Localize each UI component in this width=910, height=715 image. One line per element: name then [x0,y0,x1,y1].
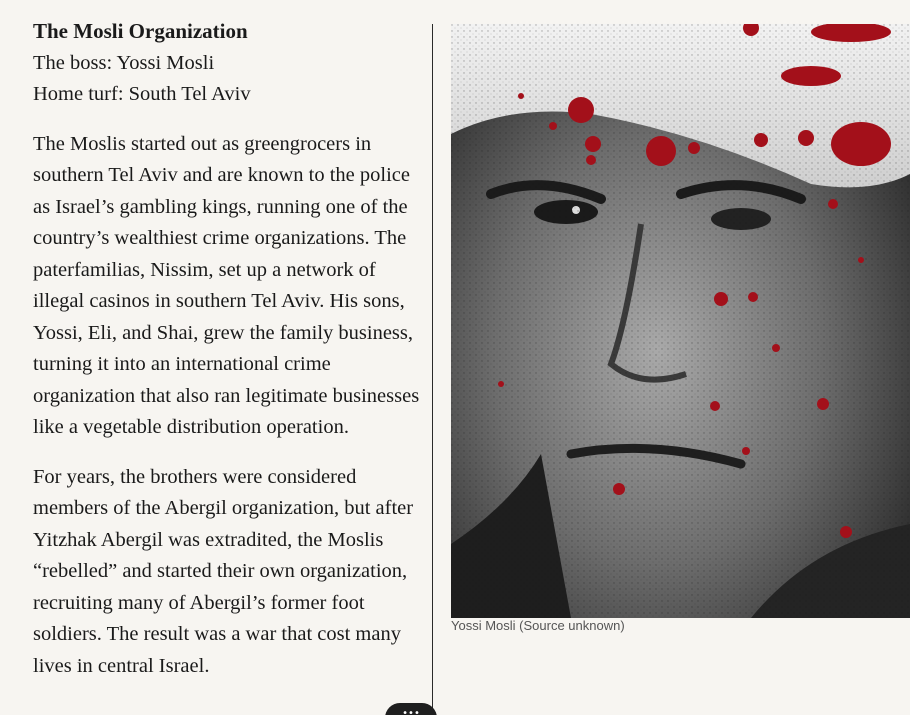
portrait-photo [451,24,910,618]
paragraph-rebellion: For years, the brothers were considered members of the Abergil organization, but after Yitzhak Abergil was extradited, the Moslis “rebelled” and started their own organization, recruiting many of Abergil’s former foot soldiers. The result was a war that cost many lives in central Israel. [33,465,414,677]
paragraph-origins: The Moslis started out as greengrocers in southern Tel Aviv and are known to the police as Israel’s gambling kings, running one of the country’s wealthiest crime organizations. The paterfamilias, Nissim, set up a network of illegal casinos in southern Tel Aviv. His sons, Yossi, Eli, and Shai, grew the family business, turning it into an international crime organization that also ran legitimate businesses like a vegetable distribution operation. [33,132,420,438]
portrait-illustration [451,24,910,618]
ellipsis-icon: ••• [402,708,420,715]
photo-caption: Yossi Mosli (Source unknown) [451,618,625,633]
organization-heading: The Mosli Organization [33,19,248,43]
floating-menu-button[interactable] [385,703,437,715]
boss-line: The boss: Yossi Mosli [33,51,215,74]
article-text-column [33,16,421,682]
column-divider [432,24,433,715]
home-turf-line: Home turf: South Tel Aviv [33,83,251,105]
